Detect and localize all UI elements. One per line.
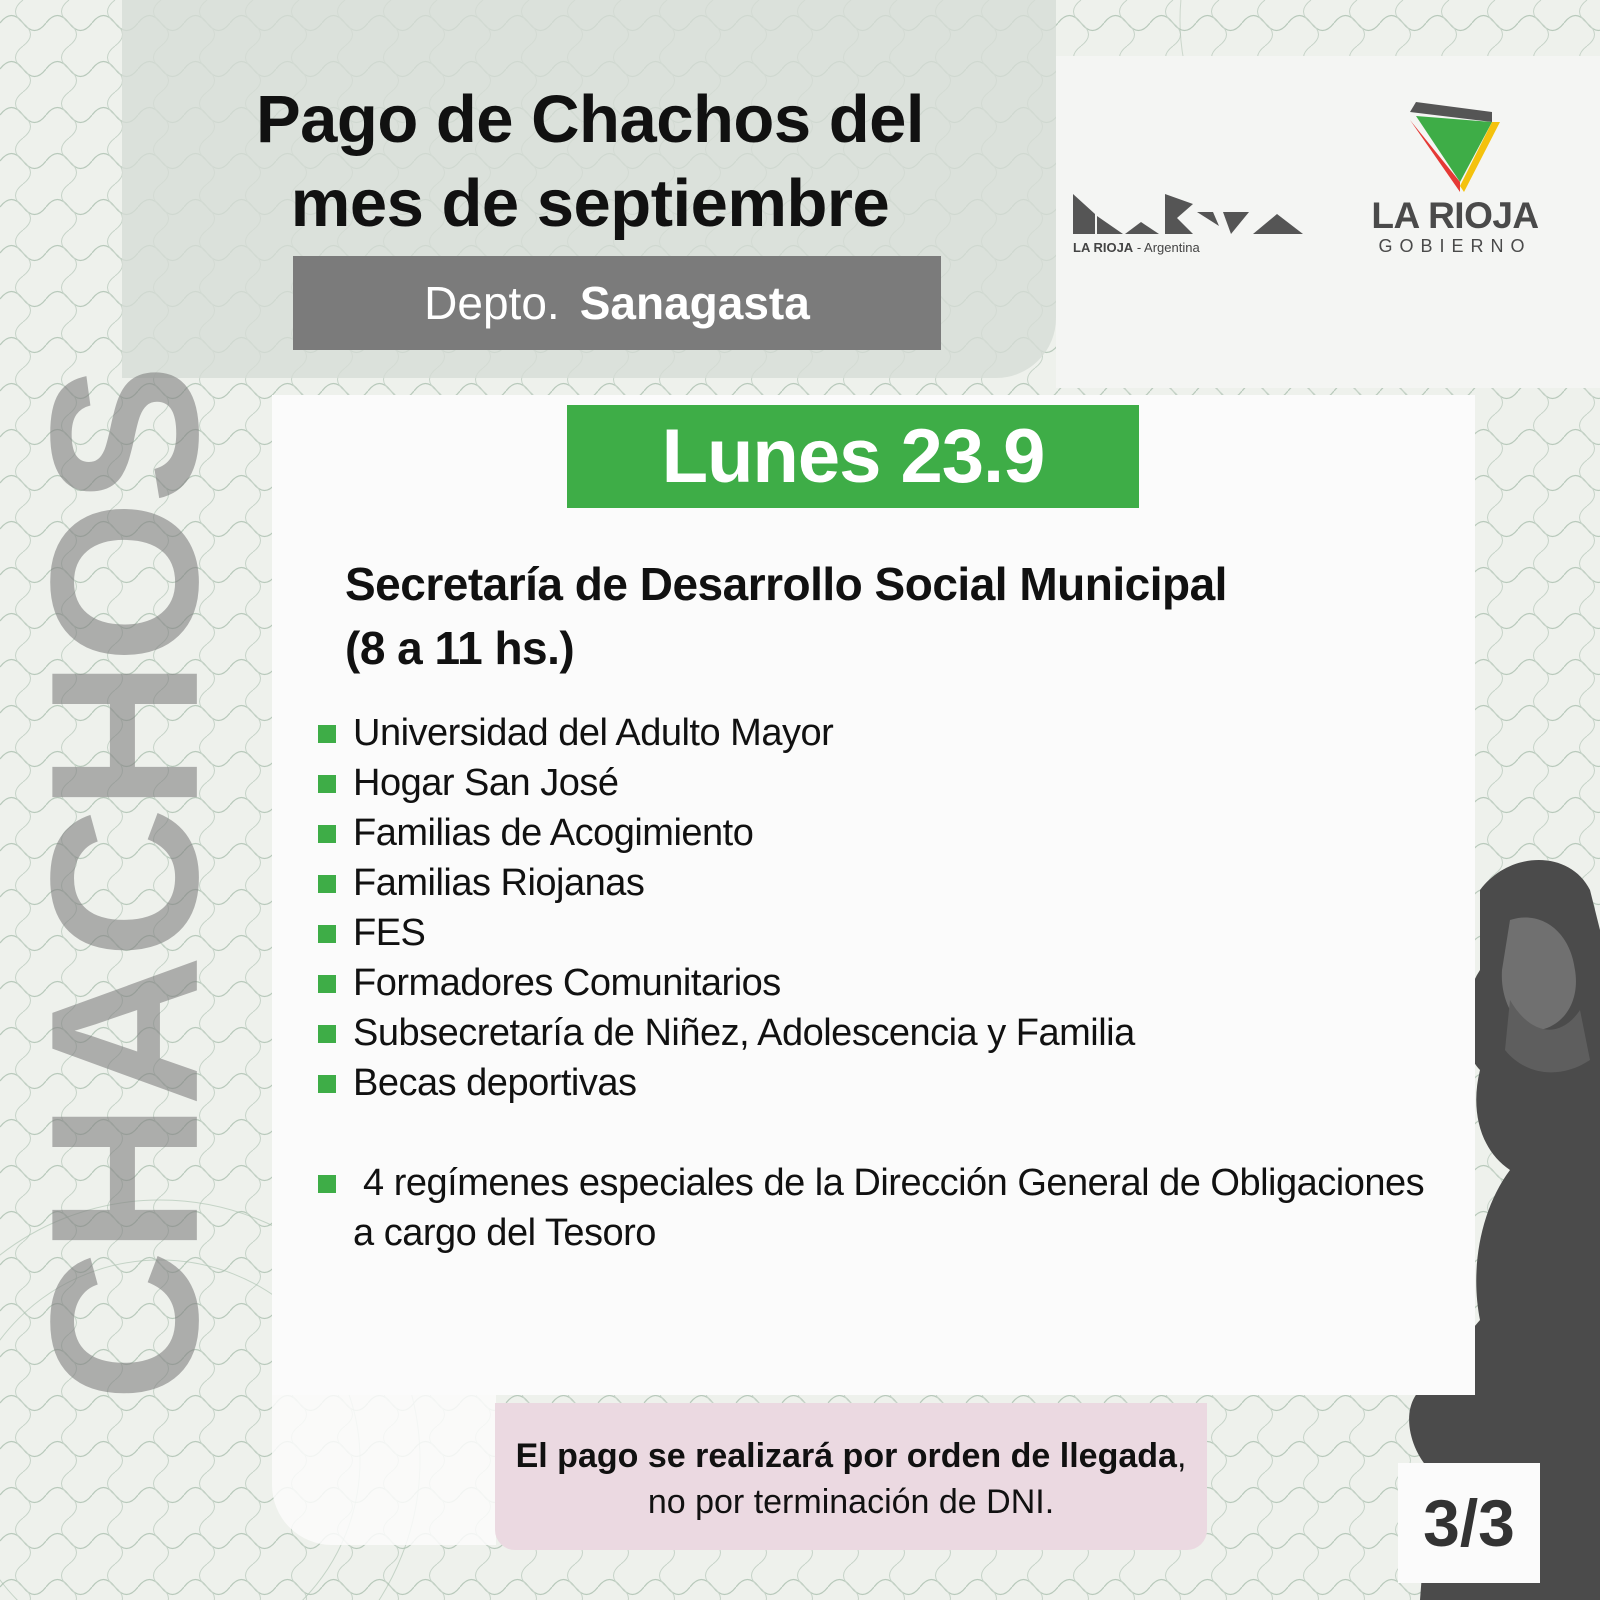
special-regimes-item (318, 1158, 1463, 1258)
title-line-2: mes de septiembre (290, 166, 890, 241)
list-item (318, 708, 1135, 758)
list-item (318, 858, 1135, 908)
notice-line-2: no por terminación de DNI. (647, 1483, 1055, 1521)
program-name: FES (353, 912, 426, 954)
list-item (318, 808, 1135, 858)
brand-caption-bold: LA RIOJA (1073, 240, 1134, 255)
green-bullet-icon (318, 825, 336, 843)
program-name: Subsecretaría de Niñez, Adolescencia y Familia (353, 1012, 1135, 1054)
program-name: Becas deportivas (353, 1062, 637, 1104)
program-name: Familias Riojanas (353, 862, 645, 904)
payment-notice (495, 1403, 1207, 1550)
page-title (150, 78, 1030, 246)
page-indicator: 3/3 (1398, 1463, 1540, 1583)
location-name: Secretaría de Desarrollo Social Municipal (345, 558, 1227, 610)
green-bullet-icon (318, 875, 336, 893)
green-bullet-icon (318, 975, 336, 993)
brand-caption-rest: - Argentina (1133, 240, 1200, 255)
notice-line-1 (495, 1433, 1207, 1479)
green-bullet-icon (318, 1025, 336, 1043)
program-name: Familias de Acogimiento (353, 812, 754, 854)
gobierno-name: LA RIOJA (1371, 195, 1539, 236)
department-label: Depto. (424, 277, 560, 329)
list-item (318, 1008, 1135, 1058)
notice-bold-text: El pago se realizará por orden de llegada (515, 1437, 1177, 1475)
list-item (318, 908, 1135, 958)
vertical-word-text: CHACHOS (7, 368, 243, 1402)
notice-comma: , (1176, 1437, 1187, 1475)
green-bullet-icon (318, 725, 336, 743)
department-value: Sanagasta (579, 277, 810, 329)
payment-date-bar: Lunes 23.9 (567, 405, 1139, 508)
program-name: Formadores Comunitarios (353, 962, 781, 1004)
program-name: Universidad del Adulto Mayor (353, 712, 834, 754)
program-name: Hogar San José (353, 762, 619, 804)
special-regimes-line-1: 4 regímenes especiales de la Dirección General de Obligaciones (353, 1162, 1425, 1204)
program-list (318, 708, 1135, 1108)
list-item (318, 1058, 1135, 1108)
green-bullet-icon (318, 1175, 336, 1193)
department-bar (293, 256, 941, 350)
gobierno-subtitle: GOBIERNO (1378, 236, 1532, 256)
list-item (318, 758, 1135, 808)
content-card-bottom (272, 1395, 496, 1545)
special-regimes-line-2: a cargo del Tesoro (353, 1212, 656, 1254)
location-hours: (8 a 11 hs.) (345, 622, 575, 674)
vertical-watermark-word (7, 290, 243, 1480)
payment-location (345, 552, 1227, 680)
green-bullet-icon (318, 925, 336, 943)
green-bullet-icon (318, 1075, 336, 1093)
list-item (318, 958, 1135, 1008)
brand-logo-caption (1073, 240, 1200, 255)
title-line-1: Pago de Chachos del (255, 82, 925, 157)
green-bullet-icon (318, 775, 336, 793)
